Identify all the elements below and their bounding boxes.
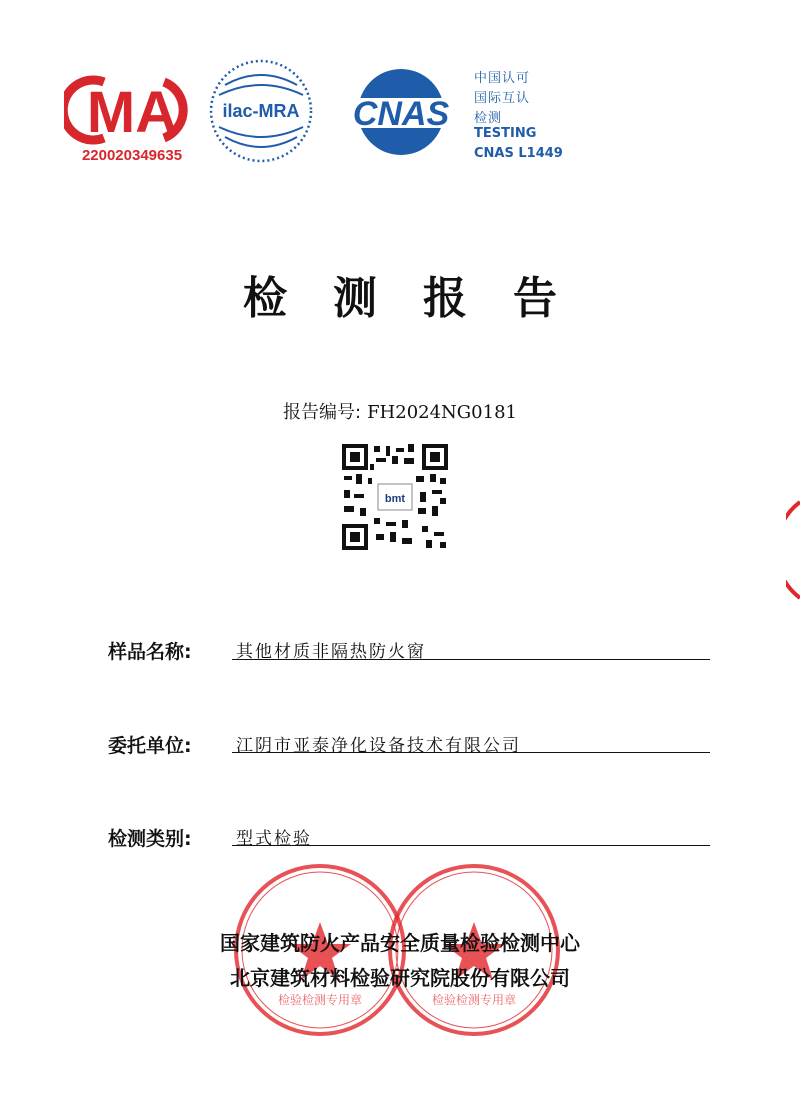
ilac-text: ilac-MRA — [222, 101, 300, 121]
client-label: 委托单位: — [108, 735, 192, 757]
cnas-line-4: TESTING — [474, 126, 537, 141]
test-type-value: 型式检验 — [236, 829, 312, 849]
issuer-line-2: 北京建筑材料检验研究院股份有限公司 — [230, 966, 570, 990]
client-value: 江阴市亚泰净化设备技术有限公司 — [236, 736, 521, 756]
report-number-row — [0, 398, 800, 424]
edge-seal-fragment — [786, 500, 800, 600]
client-underline — [232, 752, 710, 753]
cnas-line-1: 中国认可 — [474, 71, 531, 86]
cma-number: 220020349635 — [81, 147, 183, 164]
sample-name-underline — [232, 659, 710, 660]
cnas-line-5: CNAS L1449 — [474, 146, 563, 161]
cma-logo — [64, 72, 200, 164]
test-type-underline — [232, 845, 710, 846]
cnas-logo-text: CNAS — [352, 95, 450, 133]
cma-mark: MA — [86, 80, 178, 145]
svg-text:检验检测专用章: 检验检测专用章 — [431, 993, 517, 1007]
qr-code-icon[interactable] — [340, 442, 450, 552]
sample-name-value: 其他材质非隔热防火窗 — [236, 642, 426, 662]
report-number-value: FH2024NG0181 — [367, 402, 517, 423]
ilac-mra-logo — [205, 55, 317, 167]
qr-center-text: bmt — [384, 493, 406, 505]
issuer-line-1: 国家建筑防火产品安全质量检验检测中心 — [220, 931, 580, 955]
svg-text:检验检测专用章: 检验检测专用章 — [277, 993, 363, 1007]
report-number-label: 报告编号: — [282, 402, 362, 423]
test-type-label: 检测类别: — [108, 828, 192, 850]
document-title: 检测报告 — [243, 273, 603, 324]
cnas-logo — [335, 66, 467, 158]
cnas-line-2: 国际互认 — [474, 91, 531, 106]
sample-name-label: 样品名称: — [108, 641, 192, 663]
cnas-line-3: 检测 — [474, 111, 503, 126]
